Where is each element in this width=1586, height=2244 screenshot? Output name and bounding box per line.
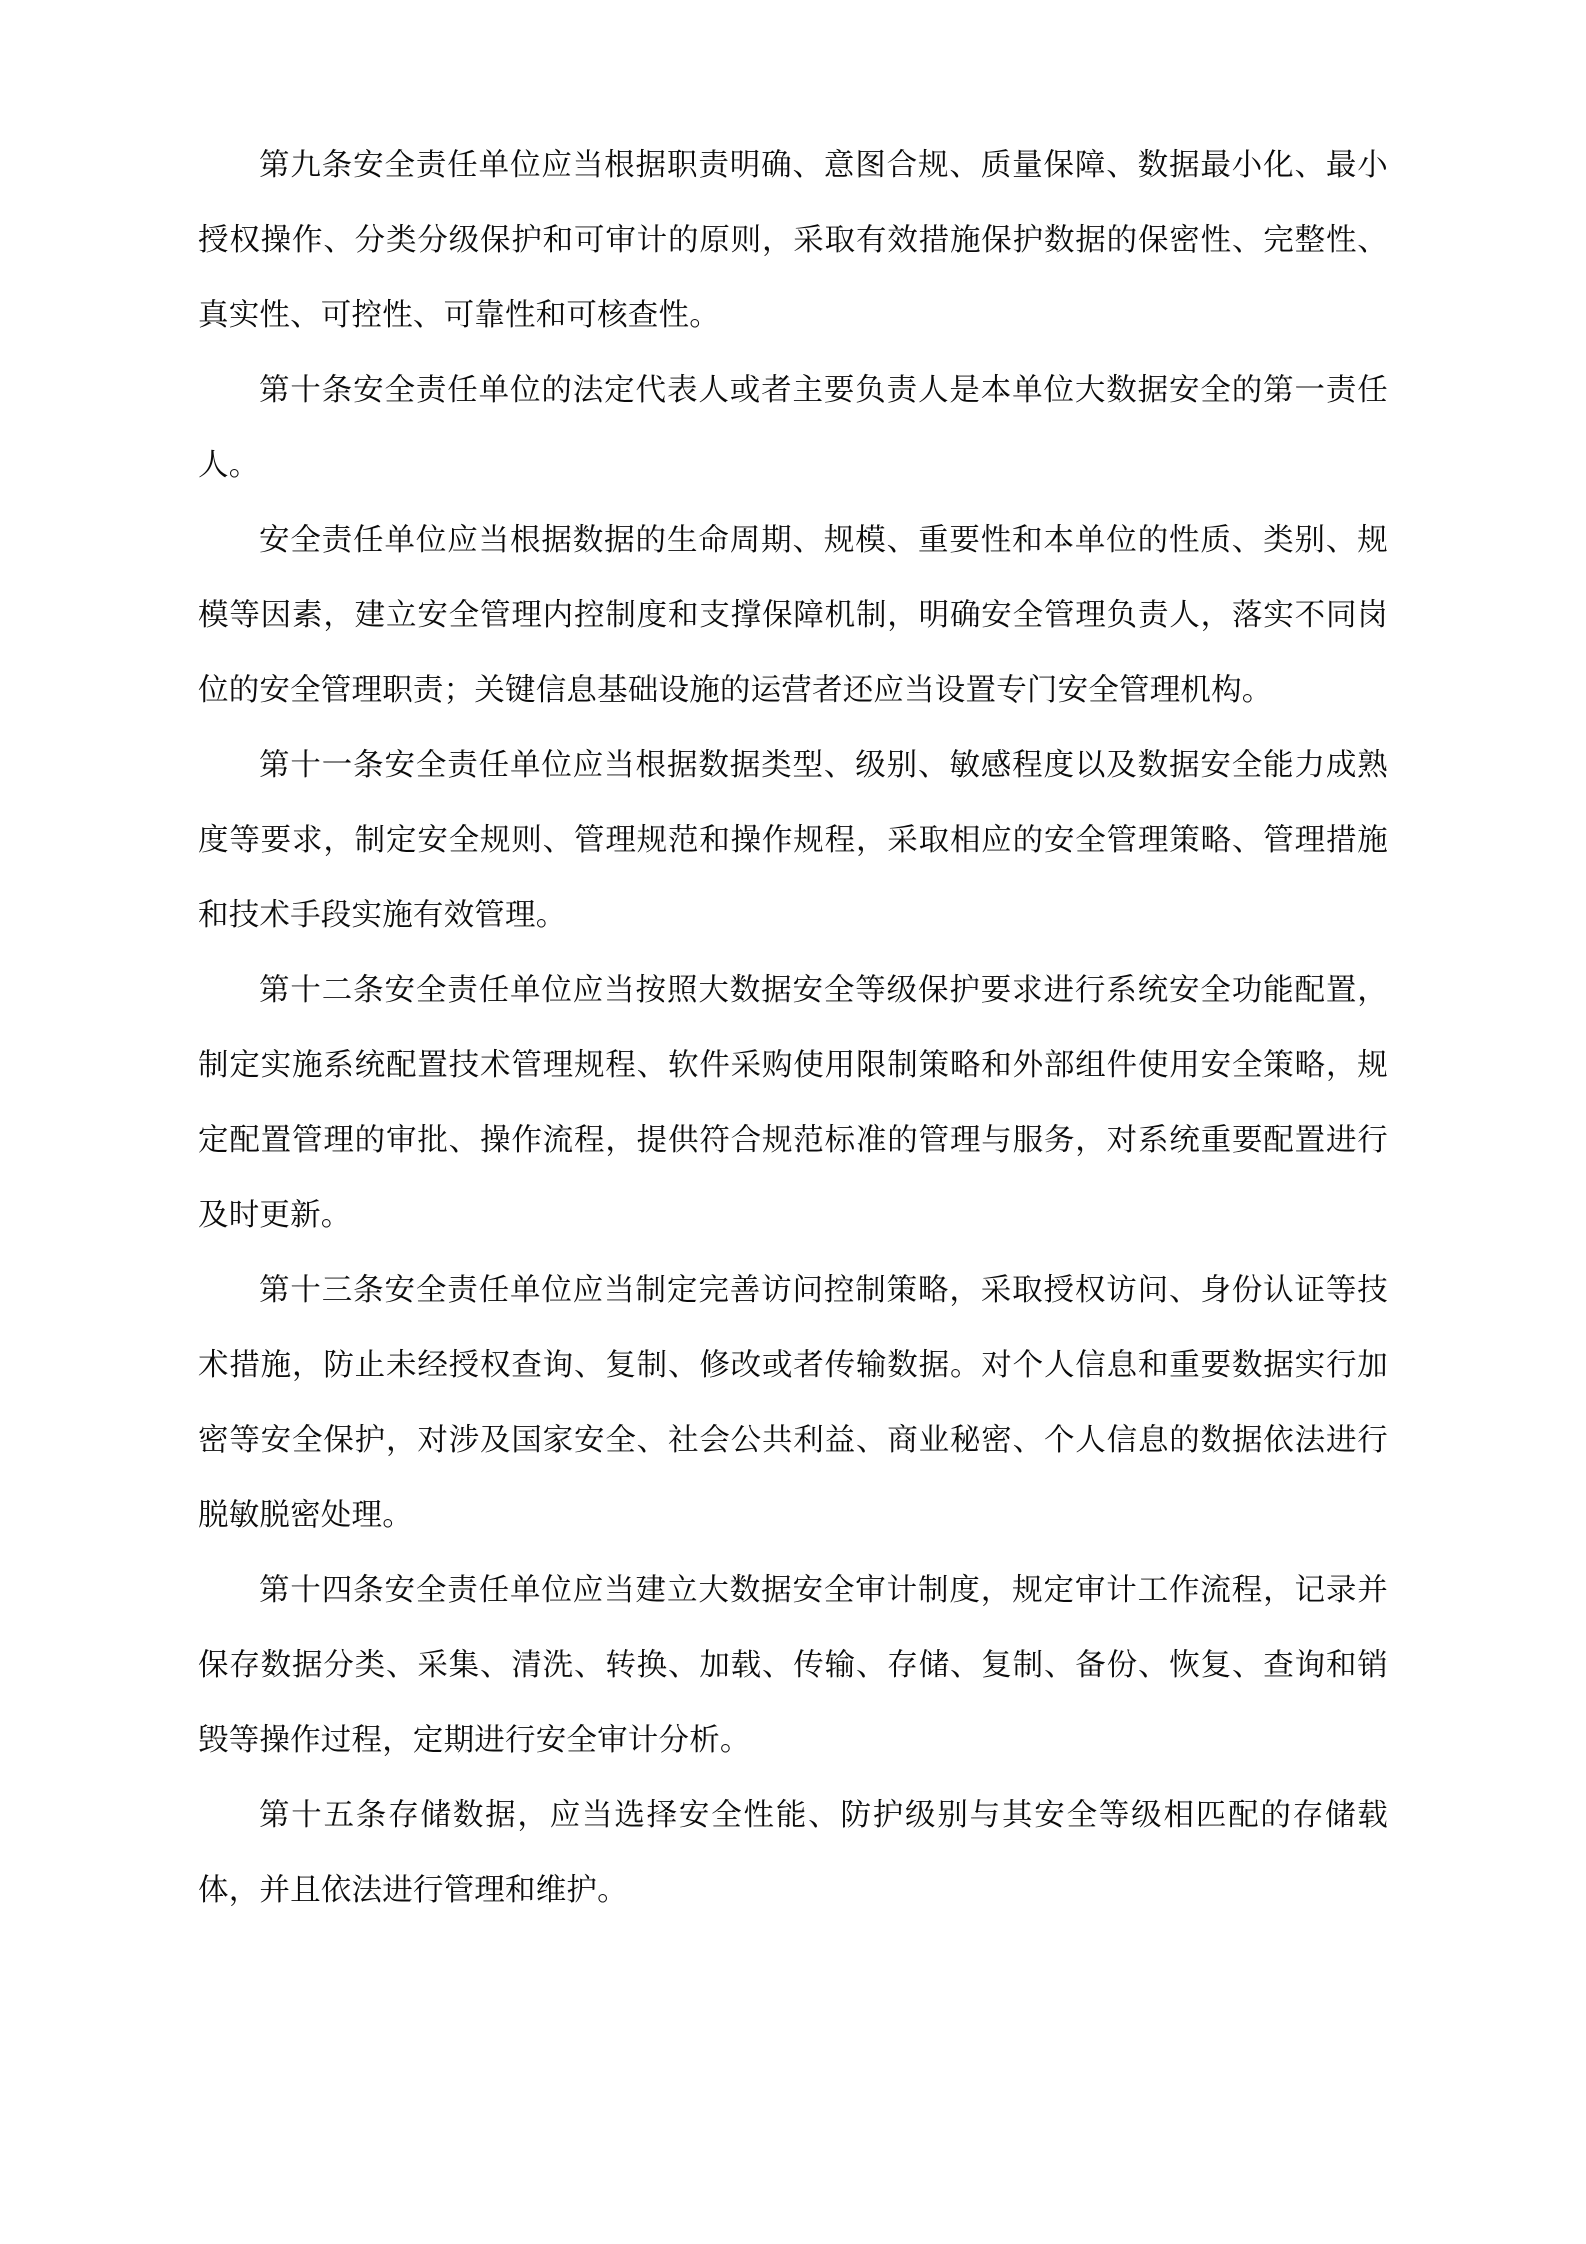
paragraph-article-9: 第九条安全责任单位应当根据职责明确、意图合规、质量保障、数据最小化、最小授权操作、分类分级保护和可审计的原则，采取有效措施保护数据的保密性、完整性、真实性、可控性、可靠性和可核查性。 <box>198 148 1388 332</box>
paragraph-article-10: 第十条安全责任单位的法定代表人或者主要负责人是本单位大数据安全的第一责任人。 <box>198 373 1388 482</box>
paragraph-article-15: 第十五条存储数据，应当选择安全性能、防护级别与其安全等级相匹配的存储载体，并且依法进行管理和维护。 <box>198 1798 1388 1907</box>
paragraph-article-11: 第十一条安全责任单位应当根据数据类型、级别、敏感程度以及数据安全能力成熟度等要求，制定安全规则、管理规范和操作规程，采取相应的安全管理策略、管理措施和技术手段实施有效管理。 <box>198 748 1388 932</box>
document-body <box>198 128 1388 1928</box>
paragraph-article-13: 第十三条安全责任单位应当制定完善访问控制策略，采取授权访问、身份认证等技术措施，防止未经授权查询、复制、修改或者传输数据。对个人信息和重要数据实行加密等安全保护，对涉及国家安全、社会公共利益、商业秘密、个人信息的数据依法进行脱敏脱密处理。 <box>198 1273 1388 1532</box>
paragraph-article-10-continued: 安全责任单位应当根据数据的生命周期、规模、重要性和本单位的性质、类别、规模等因素，建立安全管理内控制度和支撑保障机制，明确安全管理负责人，落实不同岗位的安全管理职责；关键信息基础设施的运营者还应当设置专门安全管理机构。 <box>198 523 1388 707</box>
paragraph-article-12: 第十二条安全责任单位应当按照大数据安全等级保护要求进行系统安全功能配置，制定实施系统配置技术管理规程、软件采购使用限制策略和外部组件使用安全策略，规定配置管理的审批、操作流程，提供符合规范标准的管理与服务，对系统重要配置进行及时更新。 <box>198 973 1388 1232</box>
paragraph-article-14: 第十四条安全责任单位应当建立大数据安全审计制度，规定审计工作流程，记录并保存数据分类、采集、清洗、转换、加载、传输、存储、复制、备份、恢复、查询和销毁等操作过程，定期进行安全审计分析。 <box>198 1573 1388 1757</box>
